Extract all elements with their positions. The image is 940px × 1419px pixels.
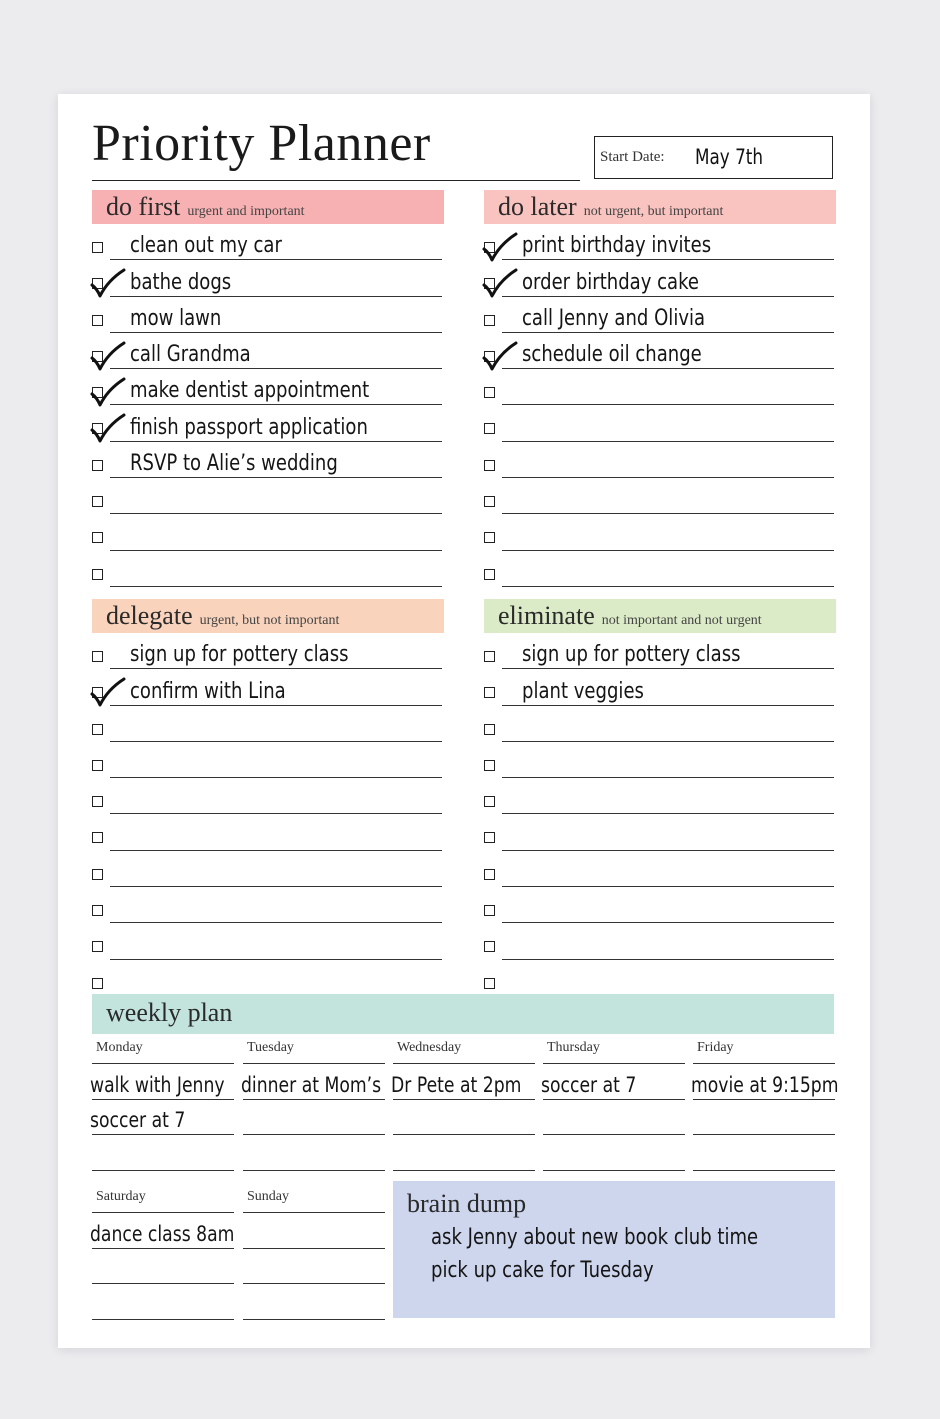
day-entry-line[interactable] (243, 1064, 385, 1100)
checklist-row (92, 669, 444, 705)
eliminate-section (484, 599, 836, 996)
checkbox[interactable] (92, 978, 103, 989)
checklist-row (92, 742, 444, 778)
day-entry-line[interactable] (393, 1135, 535, 1171)
task-text[interactable]: RSVP to Alie’s wedding (130, 451, 338, 477)
weekly-plan-header (92, 994, 834, 1034)
day-column-sunday (243, 1187, 385, 1320)
checklist-row (92, 960, 444, 996)
page-title: Priority Planner (92, 115, 431, 172)
day-entry-line[interactable] (92, 1135, 234, 1171)
day-entry-line[interactable] (543, 1064, 685, 1100)
day-entry-text: soccer at 7 (90, 1108, 186, 1132)
checkbox[interactable] (92, 532, 103, 543)
do-first-header (92, 190, 444, 224)
day-entry-line[interactable] (543, 1135, 685, 1171)
day-entry-line[interactable] (393, 1064, 535, 1100)
checklist-row (92, 333, 444, 369)
day-entry-line[interactable] (92, 1284, 234, 1320)
day-entry-text: walk with Jenny (90, 1072, 225, 1097)
day-entry-line[interactable] (543, 1100, 685, 1136)
do-later-header (484, 190, 836, 224)
checklist-row (484, 551, 836, 587)
day-column-saturday (92, 1187, 234, 1320)
day-entry-text: dinner at Mom’s (241, 1072, 382, 1097)
task-text[interactable]: schedule oil change (522, 342, 702, 368)
checkbox[interactable] (484, 460, 495, 471)
start-date-box[interactable] (594, 136, 833, 179)
title-underline (92, 180, 580, 181)
checklist-row (484, 742, 836, 778)
eliminate-subtitle: not important and not urgent (601, 613, 762, 628)
day-column-tuesday (243, 1038, 385, 1171)
checklist-row (92, 633, 444, 669)
task-text[interactable]: finish passport application (130, 414, 368, 440)
task-text[interactable]: make dentist appointment (130, 378, 370, 404)
day-entry-line[interactable] (243, 1135, 385, 1171)
task-text[interactable]: confirm with Lina (130, 678, 286, 704)
checklist-row (484, 514, 836, 550)
delegate-list (92, 633, 444, 996)
checklist-row (484, 778, 836, 814)
checklist-row (92, 923, 444, 959)
do-later-list (484, 224, 836, 587)
checklist-row (92, 405, 444, 441)
brain-dump-item[interactable]: pick up cake for Tuesday (431, 1258, 654, 1283)
day-column-monday (92, 1038, 234, 1171)
do-first-list (92, 224, 444, 587)
start-date-label: Start Date: (600, 149, 665, 165)
checklist-row (484, 960, 836, 996)
checkbox[interactable] (92, 724, 103, 735)
day-column-wednesday (393, 1038, 535, 1171)
day-label: Monday (92, 1038, 234, 1064)
day-entry-line[interactable] (693, 1135, 835, 1171)
do-first-title: do first (106, 192, 181, 221)
day-column-thursday (543, 1038, 685, 1171)
day-entry-text: Dr Pete at 2pm (391, 1072, 522, 1097)
day-entry-line[interactable] (92, 1100, 234, 1136)
checkbox[interactable] (92, 651, 103, 662)
do-later-section (484, 190, 836, 587)
checklist-row (484, 478, 836, 514)
checkbox[interactable] (92, 242, 103, 253)
checklist-row (484, 814, 836, 850)
checkbox[interactable] (92, 796, 103, 807)
day-entry-line[interactable] (92, 1249, 234, 1285)
checklist-row (484, 333, 836, 369)
day-entry-line[interactable] (691, 1064, 839, 1100)
do-first-section (92, 190, 444, 587)
checklist-row (484, 297, 836, 333)
eliminate-header (484, 599, 836, 633)
checklist-row (484, 224, 836, 260)
checkbox[interactable] (92, 905, 103, 916)
brain-dump-item[interactable]: ask Jenny about new book club time (431, 1225, 759, 1250)
checklist-row (92, 851, 444, 887)
day-entry-line[interactable] (243, 1213, 385, 1249)
brain-dump-box[interactable] (393, 1181, 835, 1318)
checkbox[interactable] (484, 724, 495, 735)
task-text[interactable]: sign up for pottery class (130, 642, 349, 668)
day-entry-line[interactable] (393, 1100, 535, 1136)
checklist-row (484, 405, 836, 441)
day-entry-line[interactable] (243, 1100, 385, 1136)
checklist-row (92, 224, 444, 260)
start-date-value[interactable]: May 7th (695, 145, 763, 169)
checklist-row (92, 369, 444, 405)
checklist-row (484, 706, 836, 742)
task-text[interactable]: print birthday invites (522, 233, 712, 259)
day-entry-line[interactable] (243, 1284, 385, 1320)
checkbox[interactable] (484, 496, 495, 507)
checkbox[interactable] (484, 941, 495, 952)
brain-dump-title: brain dump (407, 1189, 527, 1218)
checklist-row (484, 633, 836, 669)
checkbox[interactable] (484, 832, 495, 843)
checkbox[interactable] (484, 569, 495, 580)
delegate-subtitle: urgent, but not important (199, 613, 340, 628)
checkbox[interactable] (92, 832, 103, 843)
writing-line (502, 586, 834, 587)
checkbox[interactable] (484, 651, 495, 662)
weekly-plan-title: weekly plan (106, 998, 233, 1027)
day-label: Saturday (92, 1187, 234, 1213)
checkbox[interactable] (92, 315, 103, 326)
day-column-friday (691, 1038, 839, 1171)
task-text[interactable]: order birthday cake (522, 269, 700, 295)
eliminate-list (484, 633, 836, 996)
checklist-row (92, 260, 444, 296)
do-first-subtitle: urgent and important (187, 204, 305, 219)
task-text[interactable]: bathe dogs (130, 269, 232, 295)
day-label: Wednesday (393, 1038, 535, 1064)
checklist-row (484, 923, 836, 959)
writing-line (110, 586, 442, 587)
checkbox[interactable] (484, 532, 495, 543)
checklist-row (92, 478, 444, 514)
task-text[interactable]: call Jenny and Olivia (522, 305, 706, 331)
do-later-title: do later (498, 192, 577, 221)
checkbox[interactable] (484, 687, 495, 698)
checkbox[interactable] (92, 869, 103, 880)
checklist-row (484, 260, 836, 296)
delegate-title: delegate (106, 601, 193, 630)
task-text[interactable]: call Grandma (130, 342, 251, 368)
task-text[interactable]: sign up for pottery class (522, 642, 741, 668)
checkbox[interactable] (484, 423, 495, 434)
checkbox[interactable] (92, 496, 103, 507)
checklist-row (484, 887, 836, 923)
delegate-section (92, 599, 444, 996)
checklist-row (92, 551, 444, 587)
checklist-row (484, 851, 836, 887)
checkbox[interactable] (484, 315, 495, 326)
day-entry-line[interactable] (693, 1100, 835, 1136)
task-text[interactable]: mow lawn (130, 305, 222, 331)
checkbox[interactable] (92, 760, 103, 771)
day-label: Sunday (243, 1187, 385, 1213)
day-label: Friday (693, 1038, 835, 1064)
day-entry-line[interactable] (92, 1213, 234, 1249)
eliminate-title: eliminate (498, 601, 595, 630)
day-entry-text: soccer at 7 (541, 1072, 637, 1097)
checklist-row (92, 297, 444, 333)
checklist-row (484, 442, 836, 478)
task-text[interactable]: clean out my car (130, 233, 282, 259)
day-label: Tuesday (243, 1038, 385, 1064)
day-entry-line[interactable] (243, 1249, 385, 1285)
checklist-row (92, 814, 444, 850)
checklist-row (92, 778, 444, 814)
checklist-row (484, 369, 836, 405)
checkbox[interactable] (484, 796, 495, 807)
do-later-subtitle: not urgent, but important (583, 204, 724, 219)
checkbox[interactable] (92, 460, 103, 471)
task-text[interactable]: plant veggies (522, 678, 644, 704)
checkbox[interactable] (484, 978, 495, 989)
checkbox[interactable] (92, 941, 103, 952)
delegate-header (92, 599, 444, 633)
checkbox[interactable] (484, 869, 495, 880)
checkbox[interactable] (484, 905, 495, 916)
day-entry-line[interactable] (92, 1064, 234, 1100)
checkbox[interactable] (484, 387, 495, 398)
checkbox[interactable] (484, 760, 495, 771)
day-label: Thursday (543, 1038, 685, 1064)
checklist-row (484, 669, 836, 705)
day-entry-text: dance class 8am (90, 1221, 235, 1246)
checklist-row (92, 442, 444, 478)
day-entry-text: movie at 9:15pm (691, 1072, 839, 1097)
checklist-row (92, 706, 444, 742)
checklist-row (92, 514, 444, 550)
checklist-row (92, 887, 444, 923)
checkbox[interactable] (92, 569, 103, 580)
